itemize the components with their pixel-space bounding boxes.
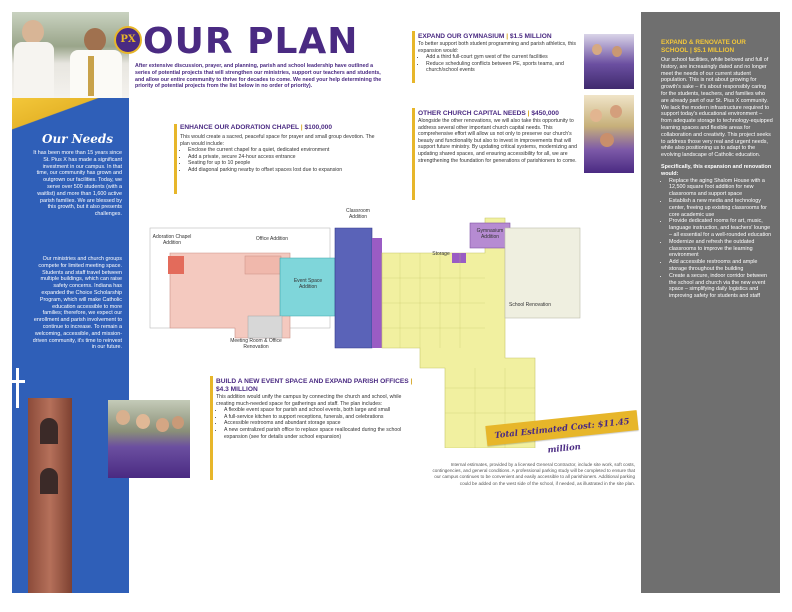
capital-section: OTHER CHURCH CAPITAL NEEDS | $450,000 Alongside the other renovations, we will also take this opportunity to address several other important church capital needs. This comprehensive effort will allow us not only to preserve our church's beauty and functionality but also to invest in improvements that will support future ministry. By updating critical systems, modernizing and updating shared spaces, and ensuring accessibility for all, we are strengthening the foundation for generations of parishioners to come. (418, 110, 578, 164)
capital-cost: $450,000 (531, 110, 559, 117)
chapel-title: ENHANCE OUR ADORATION CHAPEL (180, 124, 299, 131)
list-item: • Enclose the current chapel for a quiet, dedicated environment (188, 147, 380, 154)
cross-icon (16, 368, 19, 408)
list-item: • A new centralized parish office to replace space reallocated during the school expansion (see for details under school expansion) (224, 427, 414, 440)
chapel-description: This would create a sacred, peaceful space for prayer and small group devotion. The plan would include: (180, 134, 375, 147)
parish-logo (114, 26, 142, 54)
school-paragraph-2: Specifically, this expansion and renovation would: (661, 163, 772, 177)
plan-purple-strip (372, 238, 382, 348)
event-title: BUILD A NEW EVENT SPACE AND EXPAND PARISH OFFICES (216, 378, 409, 385)
list-item: • Accessible restrooms and abundant storage space (224, 420, 414, 427)
footnote: Internal estimates, provided by a licensed General Contractor, include site work, soft costs, contingencies, and general conditions. A professional parking study will be completed to ensure that our campus continues to be convenient and easily accessible to all parishioners. Additional parking could be added on the west side of the school, if needed, as illustrated in the site plan. (432, 462, 635, 486)
label-adoration: Adoration Chapel Addition (152, 234, 192, 246)
list-item: • Create a secure, indoor corridor between the school and church via the new event space – simplifying daily logistics and improving safety for students and staff (669, 273, 773, 300)
label-gymnasium: Gymnasium Addition (476, 228, 504, 240)
label-classroom: Classroom Addition (346, 208, 370, 220)
parishioners-photo (108, 400, 190, 478)
label-meeting: Meeting Room & Office Renovation (230, 338, 282, 350)
event-section: BUILD A NEW EVENT SPACE AND EXPAND PARISH OFFICES | $4.3 MILLION This addition would unify the campus by connecting the church and school, while creating much-needed space for gatherings and staff. The plan includes: • A flexible event space for parish and school events, both large and small • A full-service kitchen to support receptions, funerals, and celebrations • Accessible restrooms and abundant storage space • A new centralized parish office to replace space reallocated during the school expansion (see for details under school expansion) (216, 378, 414, 440)
plan-office-addition (245, 256, 281, 274)
priests-photo (12, 12, 129, 98)
list-item: • Add accessible restrooms and ample storage throughout the building (669, 259, 773, 273)
list-item: • A full-service kitchen to support receptions, funerals, and celebrations (224, 414, 414, 421)
needs-heading: Our Needs (42, 132, 114, 146)
school-panel (641, 12, 780, 593)
list-item: • Add diagonal parking nearby to offset spaces lost due to expansion (188, 167, 380, 174)
list-item: • Replace the aging Shalom House with a 12,500 square foot addition for new classrooms and support space (669, 178, 773, 198)
students-photo-bottom (584, 95, 634, 173)
list-item: • Provide dedicated rooms for art, music, language instruction, and teachers' lounge – all essential for a well-rounded education (669, 218, 773, 238)
label-school-renovation: School Renovation (509, 302, 551, 308)
needs-paragraph-1: It has been more than 15 years since St. Pius X has made a significant investment in our campus. In that time, our community has grown and outgrown our facilities. Today, we serve over 500 students (with a waitlist) and more than 1,600 active parish families. We are blessed by this growth, but it also presents challenges. (33, 150, 122, 218)
chapel-section: ENHANCE OUR ADORATION CHAPEL | $100,000 This would create a sacred, peaceful space for prayer and small group devotion. The plan would include: • Enclose the current chapel for a quiet, dedicated environment • Add a private, secure 24-hour access entrance • Seating for up to 10 people • Add diagonal parking nearby to offset spaces lost due to expansion (180, 124, 380, 174)
total-cost: Total Estimated Cost: $11.45 million (494, 415, 630, 455)
intro-text: After extensive discussion, prayer, and planning, parish and school leadership have outlined a series of potential projects that will strengthen our ministries, support our teachers and students, and allow our entire community to thrive for decades to come. We need your help determining the priority of potential projects from the list below in no order of priority). (135, 63, 382, 90)
gym-cost: $1.5 MILLION (509, 33, 552, 40)
list-item: • Seating for up to 10 people (188, 160, 380, 167)
gym-section: EXPAND OUR GYMNASIUM | $1.5 MILLION To better support both student programming and parish athletics, this expansion would: • Add a third full-court gym west of the current facilities • Reduce scheduling conflicts between PE, sports teams, and church/school events (418, 33, 578, 74)
school-title: EXPAND & RENOVATE OUR SCHOOL (661, 39, 746, 54)
logo-monogram: PX (120, 34, 136, 45)
plan-classroom-addition (335, 228, 372, 348)
gym-description: To better support both student programming and parish athletics, this expansion would: (418, 41, 577, 54)
label-storage: Storage (432, 251, 450, 257)
page-title: OUR PLAN (143, 21, 359, 62)
school-cost: $5.1 MILLION (693, 47, 735, 54)
school-section: EXPAND & RENOVATE OUR SCHOOL | $5.1 MILLION Our school facilities, while beloved and full of history, are increasingly dated and no longer meet the needs of our current student population. This is not about growing for growth's sake – it's about responsibly caring for the students, teachers, and families who are already part of our St. Pius X community. We lack the modern infrastructure required to support today's educational environment – from adequate storage to technology-equipped learning spaces and flexible areas for collaboration and creativity. This project seeks to address those very real and urgent needs, while also positioning us to adapt to the evolving landscape of Catholic education. Specifically, this expansion and renovation would: • Replace the aging Shalom House with a 12,500 square foot addition for new classrooms and support space • Establish a new media and technology center, freeing up existing classrooms for core academic use • Provide dedicated rooms for art, music, language instruction, and teachers' lounge – all essential for a well-rounded education • Modernize and refresh the outdated classrooms to improve the learning environment • Add accessible restrooms and ample storage throughout the building • Create a secure, indoor corridor between the school and church via the new event space – simplifying daily logistics and improving safety for students and staff (661, 39, 773, 300)
plan-storage (452, 253, 466, 263)
list-item: • Add a private, secure 24-hour access entrance (188, 154, 380, 161)
gym-title: EXPAND OUR GYMNASIUM (418, 33, 505, 40)
chapel-cost: $100,000 (304, 124, 332, 131)
capital-description: Alongside the other renovations, we will also take this opportunity to address several other important church capital needs. This comprehensive effort will allow us not only to preserve our church's beauty and functionality but also to invest in improvements that will support future ministry. By updating critical systems, modernizing and updating shared spaces, and ensuring accessibility for all, we are strengthening the foundation for generations of parishioners to come. (418, 118, 578, 164)
label-event-space: Event Space Addition (293, 278, 323, 290)
list-item: • A flexible event space for parish and school events, both large and small (224, 407, 414, 414)
school-paragraph-1: Our school facilities, while beloved and full of history, are increasingly dated and no longer meet the needs of our current student population. This is not about growing for growth's sake – it's about responsibly caring for the students, teachers, and families who are already part of our St. Pius X community. We lack the modern infrastructure required to support today's educational environment – from adequate storage to technology-equipped learning spaces and flexible areas for collaboration and creativity. This project seeks to address those very real and urgent needs, while also positioning us to adapt to the evolving landscape of Catholic education. (661, 57, 773, 159)
students-photo-top (584, 34, 634, 89)
list-item: • Establish a new media and technology center, freeing up existing classrooms for core academic use (669, 198, 773, 218)
needs-panel (12, 98, 129, 593)
event-cost: $4.3 MILLION (216, 386, 258, 393)
list-item: • Add a third full-court gym west of the current facilities (426, 54, 578, 61)
label-office: Office Addition (255, 236, 289, 242)
plan-chapel-addition (168, 256, 184, 274)
list-item: • Modernize and refresh the outdated classrooms to improve the learning environment (669, 239, 773, 259)
needs-paragraph-2: Our ministries and church groups compete for limited meeting space. Students and staff travel between multiple buildings, which can raise safety concerns. Indiana has expanded the Choice Scholarship Program, which will make Catholic education accessible to more families; therefore, we expect our enrollment and parish involvement to continue to increase. To remain a welcoming, accessible, and mission-driven community, it's time to reinvest in our future. (32, 256, 122, 351)
bell-tower-photo (28, 398, 72, 593)
plan-meeting-room (248, 316, 282, 338)
capital-title: OTHER CHURCH CAPITAL NEEDS (418, 110, 526, 117)
event-description: This addition would unify the campus by connecting the church and school, while creating much-needed space for gatherings and staff. The plan includes: (216, 394, 402, 407)
list-item: • Reduce scheduling conflicts between PE, sports teams, and church/school events (426, 61, 578, 74)
